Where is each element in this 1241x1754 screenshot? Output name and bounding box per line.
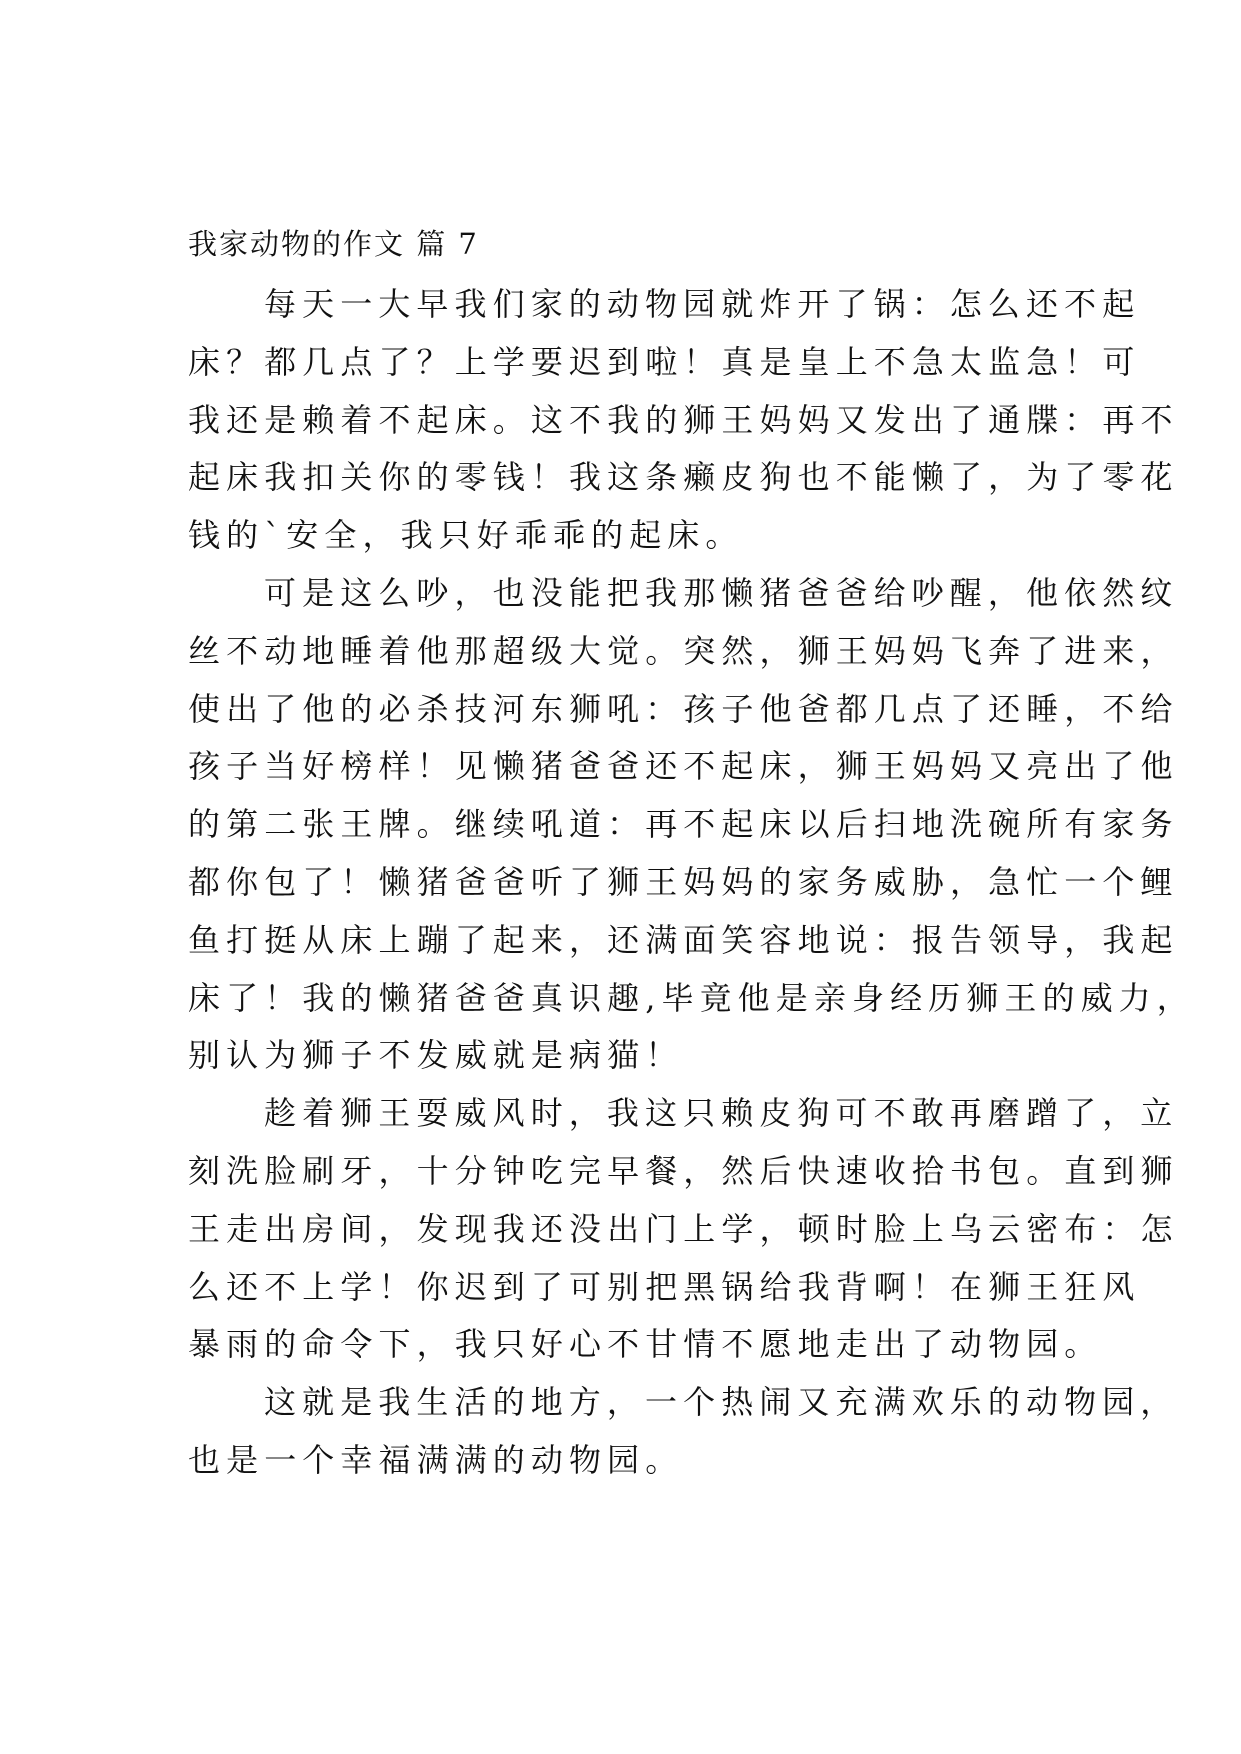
paragraph-line: 我还是赖着不起床。这不我的狮王妈妈又发出了通牒：再不 — [188, 400, 1179, 439]
paragraph-line: 么还不上学！你迟到了可别把黑锅给我背啊！在狮王狂风 — [188, 1267, 1141, 1306]
paragraph-line: 使出了他的必杀技河东狮吼：孩子他爸都几点了还睡，不给 — [188, 689, 1179, 728]
paragraph-line: 暴雨的命令下，我只好心不甘情不愿地走出了动物园。 — [188, 1325, 1103, 1364]
paragraph-line: 床？都几点了？上学要迟到啦！真是皇上不急太监急！可 — [188, 342, 1141, 381]
paragraph-line: 钱的`安全，我只好乖乖的起床。 — [188, 516, 744, 555]
paragraph-line: 起床我扣关你的零钱！我这条癞皮狗也不能懒了，为了零花 — [188, 458, 1179, 497]
paragraph-2 — [188, 565, 1195, 1085]
essay-title: 我家动物的作文 篇 7 — [188, 227, 479, 261]
paragraph-line: 趁着狮王耍威风时，我这只赖皮狗可不敢再磨蹭了，立 — [264, 1094, 1179, 1133]
paragraph-line: 床了！我的懒猪爸爸真识趣,毕竟他是亲身经历狮王的威力， — [188, 978, 1195, 1017]
paragraph-line: 的第二张王牌。继续吼道：再不起床以后扫地洗碗所有家务 — [188, 805, 1179, 844]
paragraph-line: 都你包了！懒猪爸爸听了狮王妈妈的家务威胁，急忙一个鲤 — [188, 862, 1179, 901]
paragraph-4 — [188, 1374, 1179, 1490]
paragraph-line: 孩子当好榜样！见懒猪爸爸还不起床，狮王妈妈又亮出了他 — [188, 747, 1179, 786]
paragraph-line: 王走出房间，发现我还没出门上学，顿时脸上乌云密布：怎 — [188, 1209, 1179, 1248]
essay-body — [188, 276, 1195, 1490]
paragraph-line: 每天一大早我们家的动物园就炸开了锅：怎么还不起 — [264, 285, 1141, 323]
paragraph-line: 刻洗脸刷牙，十分钟吃完早餐，然后快速收拾书包。直到狮 — [188, 1151, 1179, 1190]
paragraph-line: 这就是我生活的地方，一个热闹又充满欢乐的动物园， — [264, 1383, 1179, 1422]
paragraph-line: 别认为狮子不发威就是病猫！ — [188, 1036, 684, 1075]
paragraph-line: 鱼打挺从床上蹦了起来，还满面笑容地说：报告领导，我起 — [188, 920, 1179, 959]
paragraph-1 — [188, 276, 1179, 565]
paragraph-line: 丝不动地睡着他那超级大觉。突然，狮王妈妈飞奔了进来， — [188, 631, 1179, 670]
paragraph-line: 可是这么吵，也没能把我那懒猪爸爸给吵醒，他依然纹 — [264, 573, 1179, 612]
paragraph-line: 也是一个幸福满满的动物园。 — [188, 1440, 684, 1479]
paragraph-3 — [188, 1085, 1179, 1374]
